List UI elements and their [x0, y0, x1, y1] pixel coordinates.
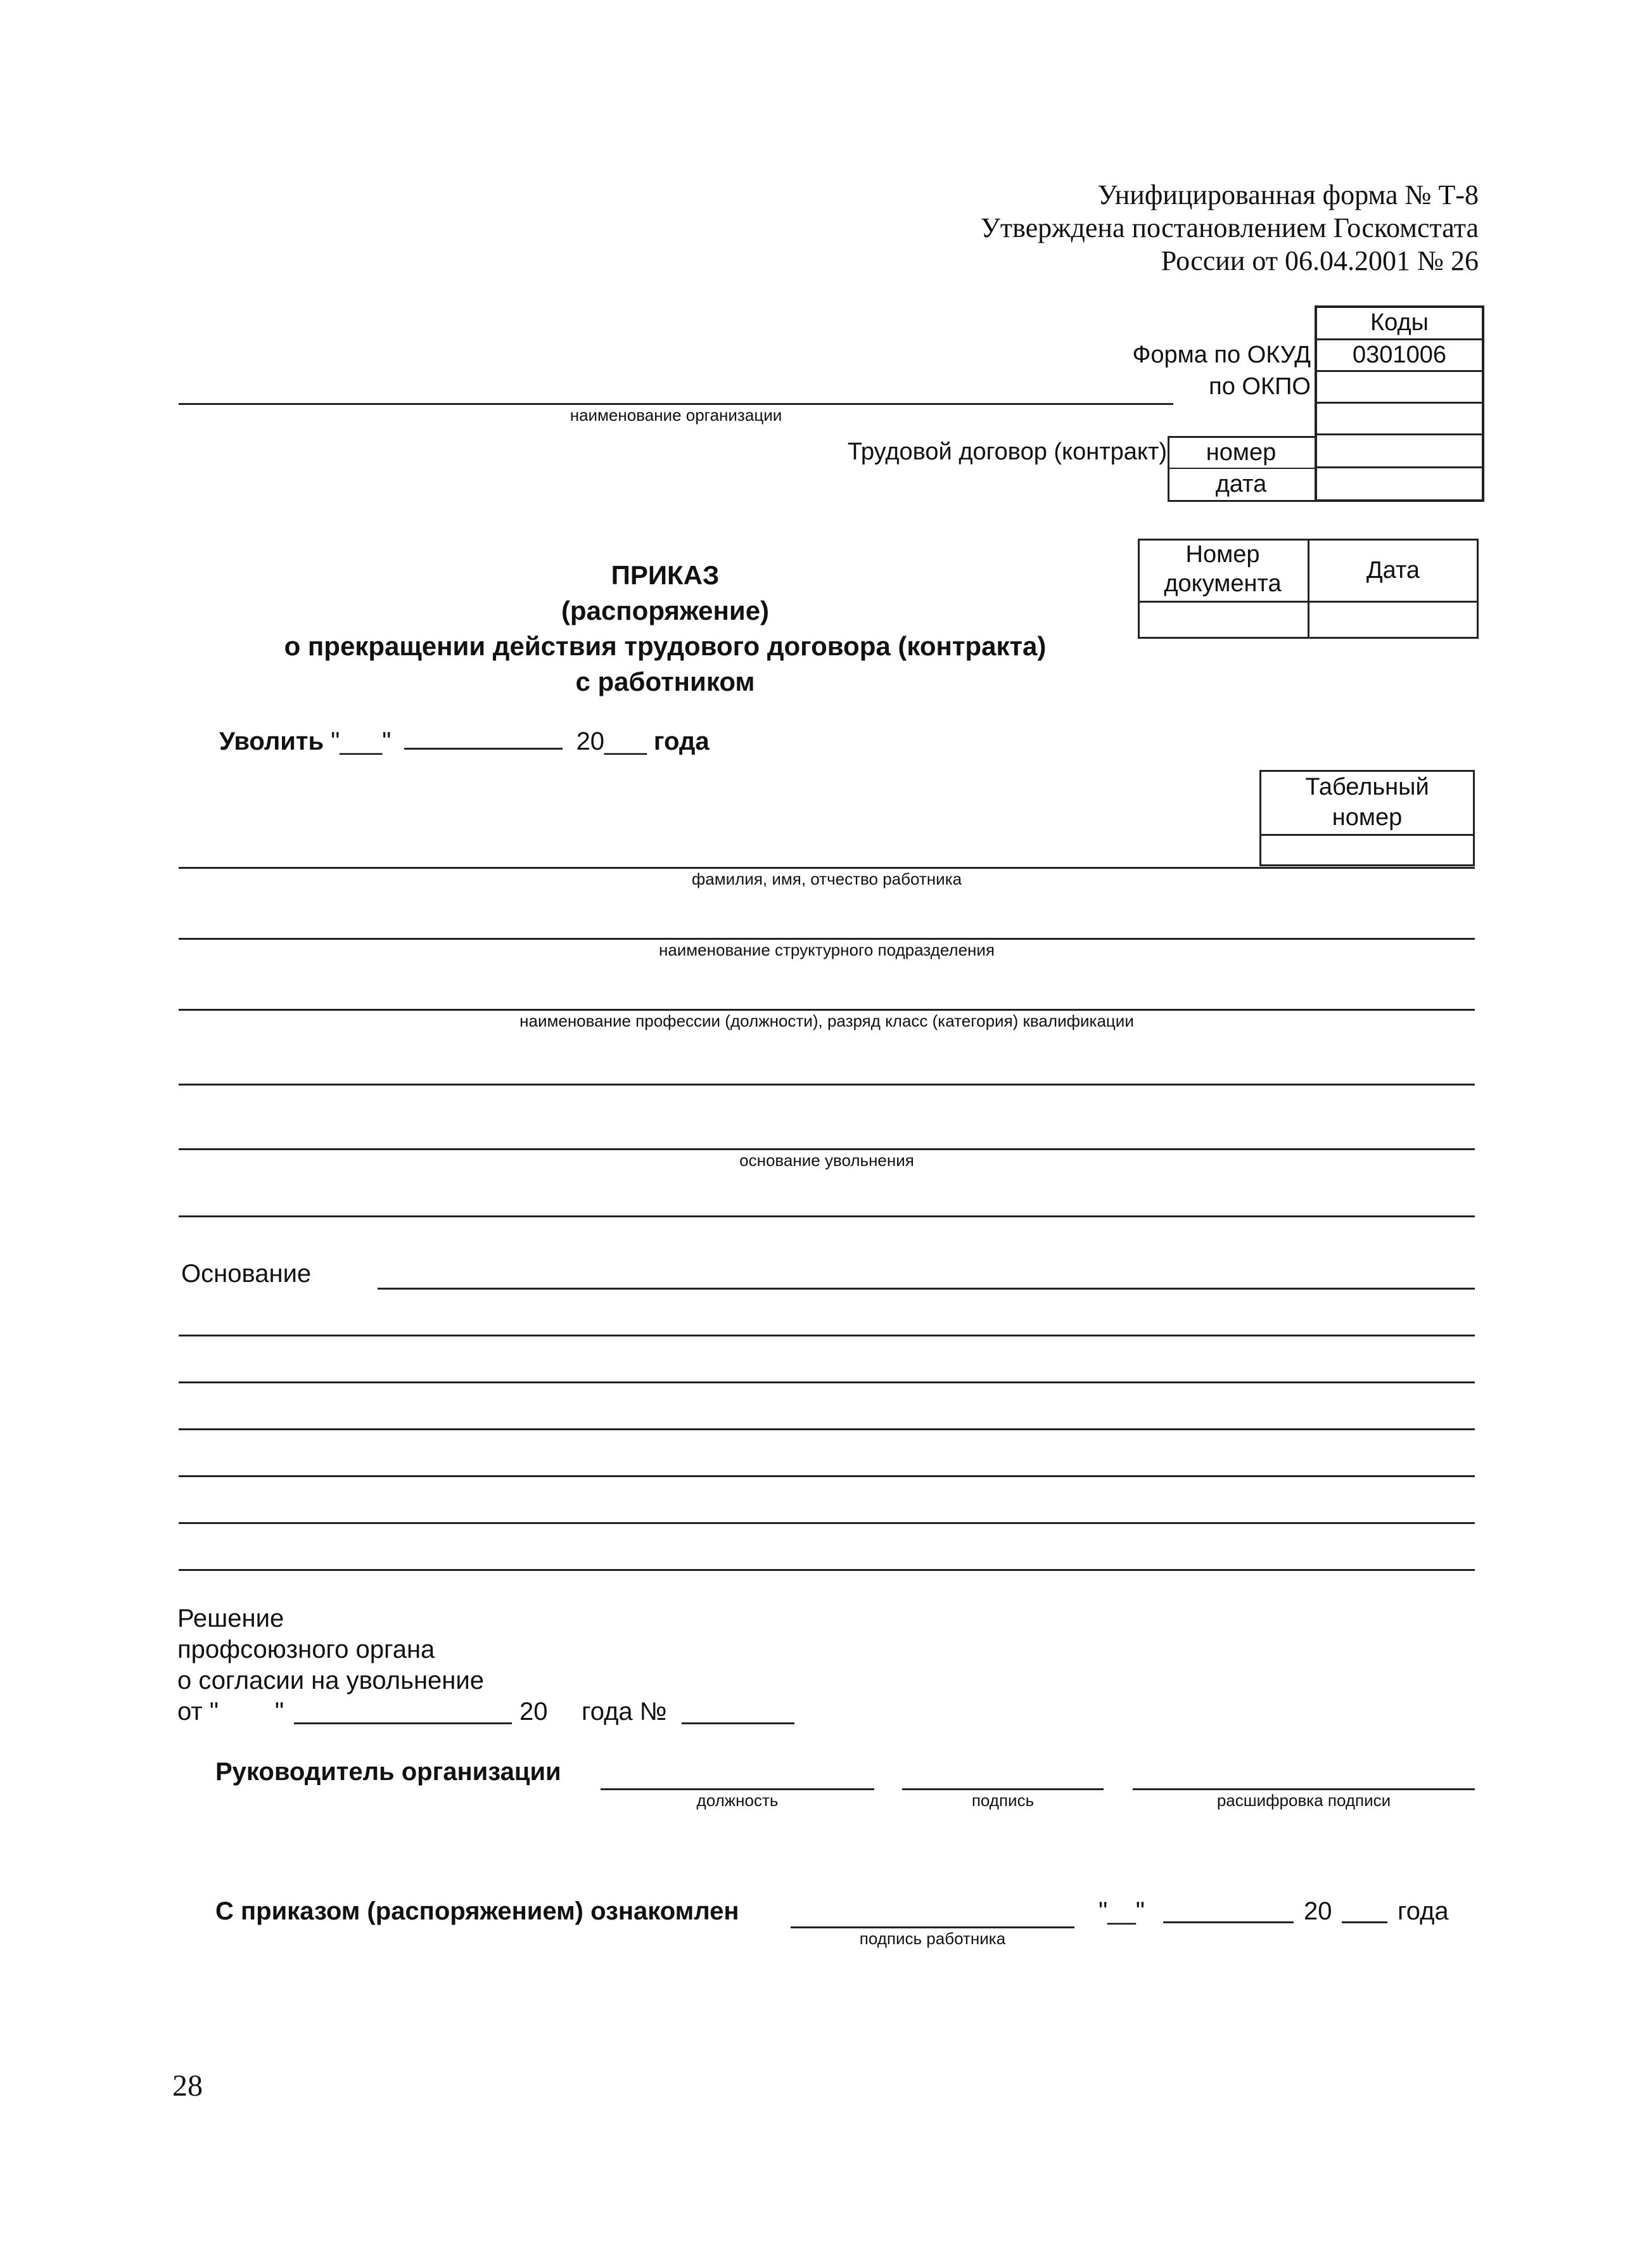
head-decode-caption: расшифровка подписи [1216, 1791, 1391, 1810]
basis-line-3[interactable] [179, 1381, 1475, 1383]
page-number: 28 [172, 2069, 203, 2103]
form-header [981, 179, 1479, 278]
union-line-3: о согласии на увольнение [177, 1667, 484, 1695]
okud-value: 0301006 [1353, 342, 1446, 368]
fio-line[interactable] [179, 867, 1475, 869]
unit-caption: наименование структурного подразделения [658, 940, 995, 959]
doc-date-header: Дата [1366, 557, 1420, 584]
header-date: России от 06.04.2001 № 26 [1161, 245, 1479, 276]
okud-label: Форма по ОКУД [1132, 342, 1311, 368]
acquainted-month-blank[interactable] [1163, 1921, 1294, 1923]
title-prikaz: ПРИКАЗ [611, 560, 720, 590]
title-employee: с работником [575, 667, 755, 696]
reason-line-3[interactable] [179, 1215, 1475, 1217]
dismiss-row [219, 725, 710, 758]
okpo-label: по ОКПО [1209, 373, 1311, 400]
union-line-2: профсоюзного органа [177, 1636, 435, 1663]
union-year-word: года № [582, 1698, 667, 1726]
head-signature-caption: подпись [971, 1791, 1035, 1810]
acquainted-signature-line[interactable] [791, 1926, 1074, 1928]
acquainted-year-blank[interactable] [1342, 1921, 1387, 1923]
org-name-caption: наименование организации [570, 406, 782, 425]
tab-number-header: Табельный номер [1305, 774, 1429, 831]
header-form-number: Унифицированная форма № Т-8 [1097, 179, 1479, 210]
reason-line-2[interactable] [179, 1148, 1475, 1150]
doc-number-header: Номер документа [1164, 541, 1282, 597]
profession-caption: наименование профессии (должности), разряд класс (категория) квалификации [519, 1011, 1134, 1030]
union-line-1: Решение [177, 1605, 284, 1632]
basis-line-2[interactable] [179, 1335, 1475, 1336]
doc-date-value[interactable] [1309, 603, 1477, 637]
basis-label: Основание [181, 1260, 312, 1288]
union-from: от " " [177, 1698, 284, 1726]
doc-number-value[interactable] [1140, 603, 1307, 637]
fio-caption: фамилия, имя, отчество работника [691, 869, 962, 888]
basis-line-6[interactable] [179, 1522, 1475, 1524]
head-signature-line[interactable] [902, 1788, 1104, 1790]
reason-line-1[interactable] [179, 1084, 1475, 1086]
union-number-blank[interactable] [682, 1722, 794, 1724]
title-subject: о прекращении действия трудового договора (контракта) [284, 631, 1047, 661]
union-month-blank[interactable] [294, 1722, 512, 1724]
head-decode-line[interactable] [1133, 1788, 1475, 1790]
contract-label: Трудовой договор (контракт) [847, 439, 1167, 465]
basis-line-7[interactable] [179, 1569, 1475, 1571]
header-approved: Утверждена постановлением Госкомстата [980, 212, 1479, 243]
profession-line[interactable] [179, 1009, 1475, 1011]
head-label: Руководитель организации [215, 1758, 561, 1786]
basis-line-5[interactable] [179, 1475, 1475, 1477]
acquainted-signature-caption: подпись работника [859, 1929, 1006, 1948]
union-year: 20 [519, 1698, 548, 1726]
acquainted-day: "__" [1099, 1897, 1145, 1925]
dismiss-label: Уволить [219, 727, 324, 755]
unit-line[interactable] [179, 938, 1475, 940]
acquainted-year: 20 [1304, 1897, 1332, 1925]
basis-line-4[interactable] [179, 1428, 1475, 1430]
head-position-line[interactable] [601, 1788, 874, 1790]
dismiss-day: "___" [331, 727, 392, 755]
dismiss-year: 20___ [576, 727, 647, 755]
basis-line-1[interactable] [378, 1288, 1475, 1290]
acquainted-label: С приказом (распоряжением) ознакомлен [215, 1897, 739, 1925]
dismiss-year-word: года [653, 727, 710, 755]
dismiss-month-blank[interactable] [404, 726, 563, 750]
document-title [241, 558, 1090, 700]
contract-date-label: дата [1215, 471, 1267, 497]
codes-title: Коды [1370, 309, 1429, 336]
title-rasporyazhenie: (распоряжение) [561, 596, 770, 625]
union-decision [177, 1603, 484, 1696]
acquainted-year-word: года [1398, 1897, 1449, 1925]
head-position-caption: должность [696, 1791, 779, 1810]
contract-number-label: номер [1206, 439, 1277, 466]
reason-caption: основание увольнения [739, 1151, 914, 1170]
org-name-line [179, 403, 1173, 405]
